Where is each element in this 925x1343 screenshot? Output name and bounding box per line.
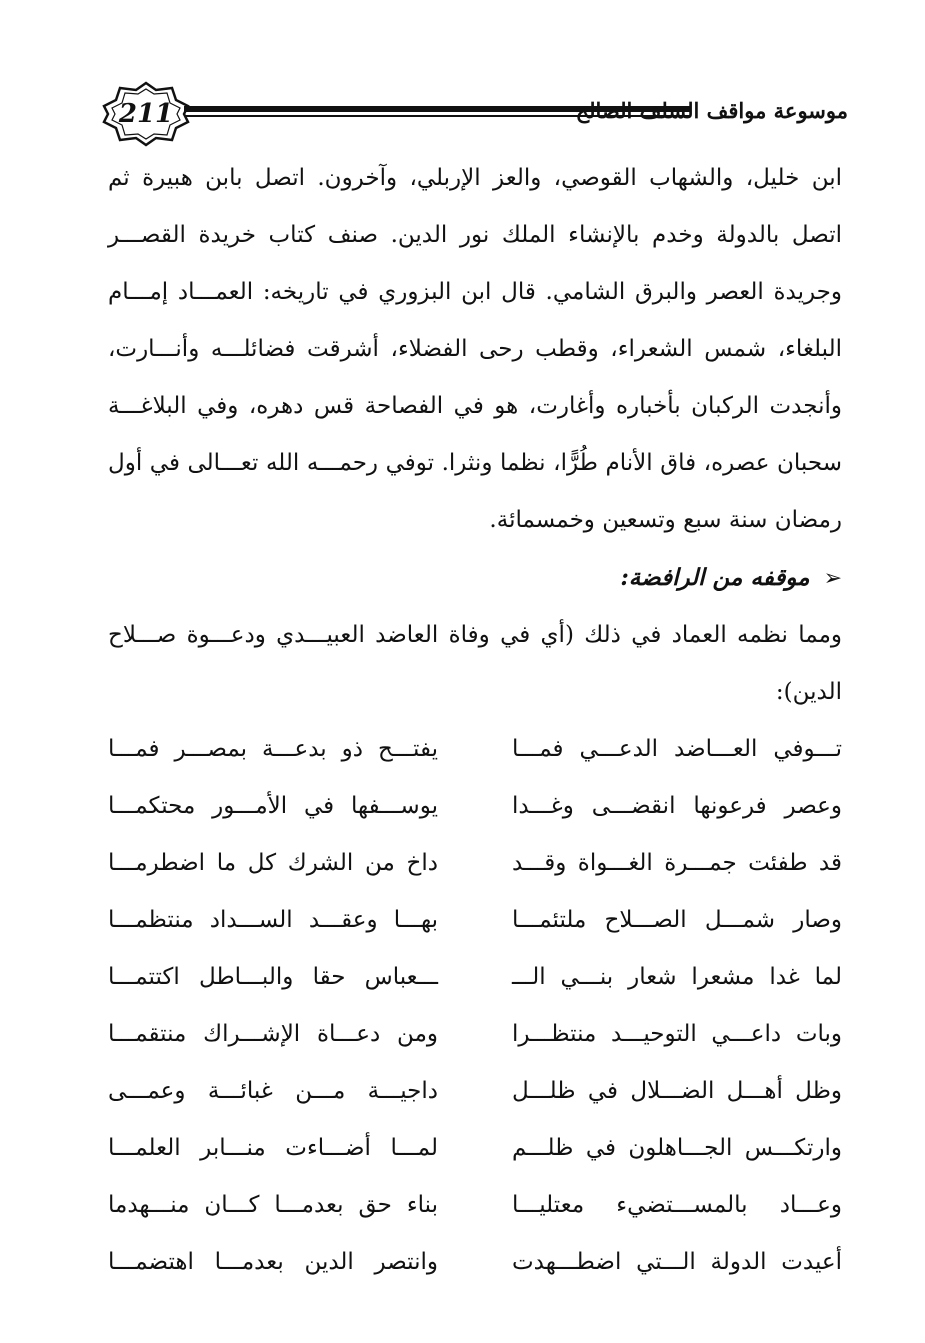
section-heading	[108, 549, 842, 607]
verse-first-hemistich: وظل أهـــل الضـــلال في ظلـــل	[512, 1078, 842, 1104]
verse-first-hemistich: وبات داعـــي التوحيـــد منتظـــرا	[512, 1021, 842, 1047]
verse-second-hemistich: لمـــا أضـــاءت منـــابر العلمـــا	[108, 1135, 438, 1161]
verse-second-hemistich: يوســـفها في الأمـــور محتكمـــا	[108, 793, 438, 819]
verse-line	[108, 721, 842, 778]
text-line: الدين):	[775, 679, 842, 705]
verse-second-hemistich: يفتـــح ذو بدعـــة بمصـــر فمـــا	[108, 736, 438, 762]
text-line: اتصل بالدولة وخدم بالإنشاء الملك نور الدين. صنف كتاب خريدة القصـــر	[108, 222, 842, 248]
arrow-bullet-icon: ➢	[823, 566, 842, 591]
verse-line	[108, 1234, 842, 1291]
verse-second-hemistich: ـــعباس حقا والبـــاطل اكتتمـــا	[108, 964, 438, 990]
intro-paragraph	[108, 607, 842, 721]
verse-second-hemistich: داجيـــة مـــن غبائـــة وعمـــى	[108, 1078, 438, 1104]
verse-second-hemistich: داخ من الشرك كل ما اضطرمـــا	[108, 850, 438, 876]
verse-first-hemistich: أعيدت الدولة الـــتي اضطـــهدت	[512, 1249, 842, 1275]
verse-first-hemistich: وصار شمـــل الصـــلاح ملتئمـــا	[512, 907, 842, 933]
text-line: سحبان عصره، فاق الأنام طُرًّا، نظما ونثرا. توفي رحمـــه الله تعـــالى في أول	[108, 450, 842, 476]
verse-first-hemistich: وعـــاد بالمســـتضيء معتليـــا	[512, 1192, 842, 1218]
page-number-badge	[100, 80, 192, 148]
page-body	[108, 150, 842, 1291]
biography-paragraph	[108, 150, 842, 549]
verse-line	[108, 1120, 842, 1177]
text-line: وجريدة العصر والبرق الشامي. قال ابن البزوري في تاريخه: العمـــاد إمـــام	[108, 279, 842, 305]
verse-second-hemistich: ومن دعـــاة الإشـــراك منتقمـــا	[108, 1021, 438, 1047]
text-line: رمضان سنة سبع وتسعين وخمسمائة.	[489, 507, 842, 533]
verse-line	[108, 892, 842, 949]
verse-second-hemistich: بناء حق بعدمـــا كـــان منـــهدما	[108, 1192, 438, 1218]
verse-first-hemistich: وارتكـــس الجـــاهلون في ظلـــم	[512, 1135, 842, 1161]
verse-second-hemistich: بهـــا وعقـــد الســـداد منتظمـــا	[108, 907, 438, 933]
text-line: ومما نظمه العماد في ذلك (أي في وفاة العاضد العبيـــدي ودعـــوة صـــلاح	[108, 622, 842, 648]
verse-first-hemistich: قد طفئت جمـــرة الغـــواة وقـــد	[512, 850, 842, 876]
verse-line	[108, 949, 842, 1006]
page-number: 211	[118, 99, 174, 129]
verse-line	[108, 1177, 842, 1234]
verse-line	[108, 1063, 842, 1120]
text-line: وأنجدت الركبان بأخباره وأغارت، هو في الفصاحة قس دهره، وفي البلاغـــة	[108, 393, 842, 419]
text-line: ابن خليل، والشهاب القوصي، والعز الإربلي، وآخرون. اتصل بابن هبيرة ثم	[108, 165, 842, 191]
verse-line	[108, 778, 842, 835]
verse-first-hemistich: وعصر فرعونها انقضـــى وغـــدا	[512, 793, 842, 819]
verse-line	[108, 1006, 842, 1063]
verse-first-hemistich: لما غدا مشعرا شعار بنـــي الـــ	[512, 964, 842, 990]
poem	[108, 721, 842, 1291]
section-heading-text: موقفه من الرافضة:	[620, 564, 810, 591]
verse-second-hemistich: وانتصر الدين بعدمـــا اهتضمـــا	[108, 1249, 438, 1275]
book-title: موسوعة مواقف السلف الصالح	[575, 98, 848, 123]
verse-first-hemistich: تـــوفي العـــاضد الدعـــي فمـــا	[512, 736, 842, 762]
verse-line	[108, 835, 842, 892]
page-header	[100, 78, 848, 150]
text-line: البلغاء، شمس الشعراء، وقطب رحى الفضلاء، أشرقت فضائلـــه وأنـــارت،	[108, 336, 842, 362]
